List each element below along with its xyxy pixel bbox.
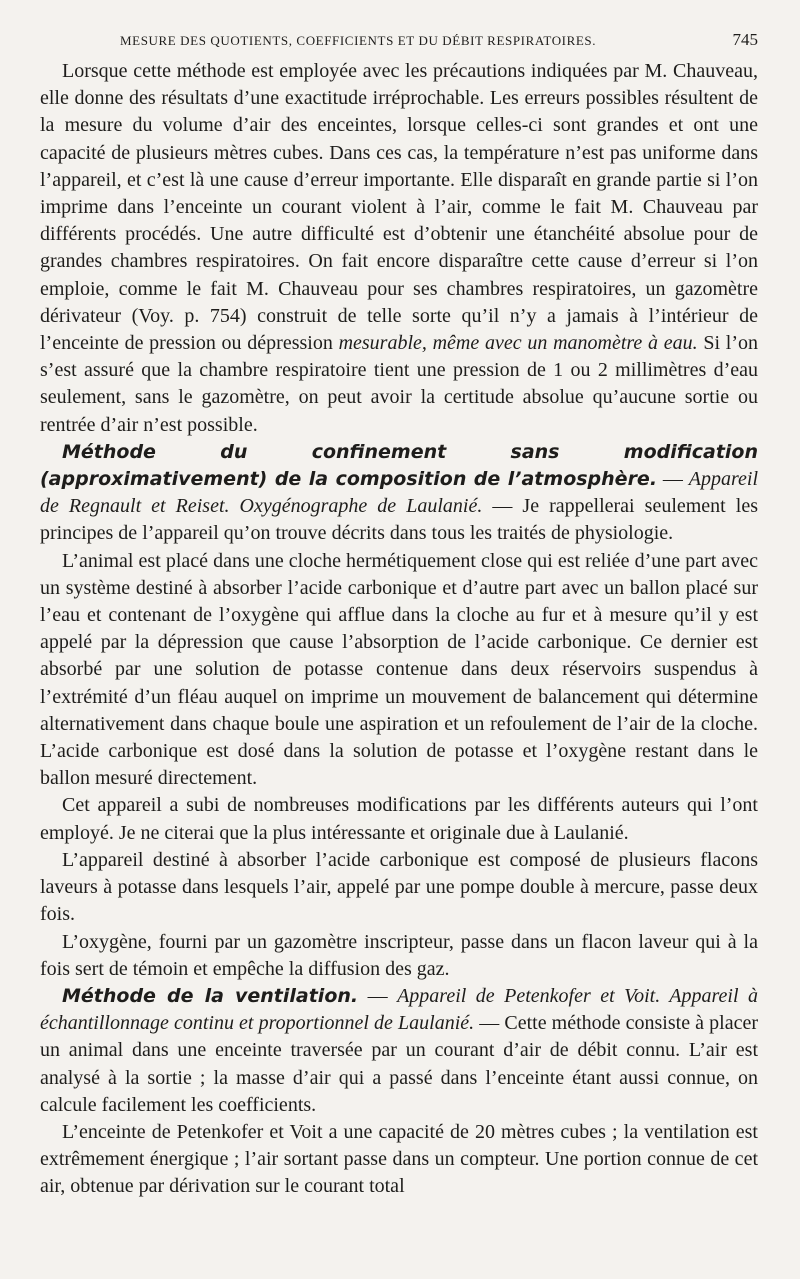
section-heading: Méthode du confinement sans modification (approximativement) de la composition de l’atmosphère. (40, 440, 758, 491)
paragraph-text: — Cette méthode consiste à placer un animal dans une enceinte traversée par un courant d’air de débit connu. L’air est analysé à la sortie ; la masse d’air qui a passé dans l’enceinte étant aussi connue, on calcule facilement les coefficients. (40, 1012, 758, 1116)
paragraph: L’appareil destiné à absorber l’acide carbonique est composé de plusieurs flacons laveurs à potasse dans lesquels l’air, appelé par une pompe double à mercure, passe deux fois. (40, 848, 758, 926)
em-dash: — (657, 468, 689, 491)
apparatus-names: Appareil de Petenkofer et Voit. Appareil à échantillonnage continu et proportionnel de Laulanié. (40, 984, 759, 1035)
running-header (40, 30, 758, 50)
section-heading: Méthode de la ventilation. (62, 984, 359, 1007)
paragraph: L’animal est placé dans une cloche hermétiquement close qui est reliée d’une part avec un système destiné à absorber l’acide carbonique et d’autre part avec un ballon placé sur l’eau et contenant de l’oxygène qui afflue dans la cloche au fur et à mesure qu’il y est appelé par la dépression que cause l’absorption de l’acide carbonique. Ce dernier est absorbé par une solution de potasse contenue dans deux réservoirs suspendus à l’extrémité d’un fléau auquel on imprime un mouvement de balancement qui détermine alternativement dans chaque boule une aspiration et un refoulement de l’air de la cloche. L’acide carbonique est dosé dans la solution de potasse et l’oxygène restant dans le ballon mesuré directement. (40, 549, 758, 790)
paragraph: L’enceinte de Petenkofer et Voit a une capacité de 20 mètres cubes ; la ventilation est extrêmement énergique ; l’air sortant passe dans un compteur. Une portion connue de cet air, obtenue par dérivation sur le courant total (40, 1120, 758, 1198)
em-dash: — (358, 984, 398, 1007)
page-number: 745 (732, 30, 758, 49)
apparatus-names: Appareil de Regnault et Reiset. Oxygénographe de Laulanié. (40, 468, 758, 518)
section-paragraph (40, 983, 758, 1119)
paragraph (40, 58, 758, 439)
section-paragraph (40, 439, 758, 548)
paragraph: Cet appareil a subi de nombreuses modifications par les différents auteurs qui l’ont employé. Je ne citerai que la plus intéressante et originale due à Laulanié. (40, 794, 758, 844)
paragraph: L’oxygène, fourni par un gazomètre inscripteur, passe dans un flacon laveur qui à la fois sert de témoin et empêche la diffusion des gaz. (40, 930, 758, 980)
paragraph-text: Lorsque cette méthode est employée avec les précautions indiquées par M. Chauveau, elle donne des résultats d’une exactitude irréprochable. Les erreurs possibles résultent de la mesure du volume d’air des enceintes, lorsque celles-ci sont grandes et ont une capacité de plusieurs mètres cubes. Dans ces cas, la température n’est pas uniforme dans l’appareil, et c’est là une cause d’erreur importante. Elle disparaît en grande partie si l’on imprime dans l’enceinte un courant violent à l’air, comme le fait M. Chauveau par différents procédés. Une autre difficulté est d’obtenir une étanchéité absolue pour de grandes chambres respiratoires. On fait encore disparaître cette cause d’erreur si l’on emploie, comme le fait M. Chauveau pour ses chambres respiratoires, un gazomètre dérivateur (Voy. p. 754) construit de telle sorte qu’il n’y a jamais à l’intérieur de l’enceinte de pression ou dépression (40, 60, 758, 355)
paragraph-text: — Je rappellerai seulement les principes de l’appareil qu’on trouve décrits dans tous les traités de physiologie. (40, 495, 758, 545)
running-title: MESURE DES QUOTIENTS, COEFFICIENTS ET DU DÉBIT RESPIRATOIRES. (120, 33, 597, 48)
paragraph-text: Si l’on s’est assuré que la chambre respiratoire tient une pression de 1 ou 2 millimètres d’eau seulement, sans le gazomètre, on peut avoir la certitude absolue qu’aucune sortie ou rentrée d’air n’est possible. (40, 332, 758, 436)
italic-phrase: mesurable, même avec un manomètre à eau. (338, 332, 698, 355)
body-text (40, 58, 758, 1201)
